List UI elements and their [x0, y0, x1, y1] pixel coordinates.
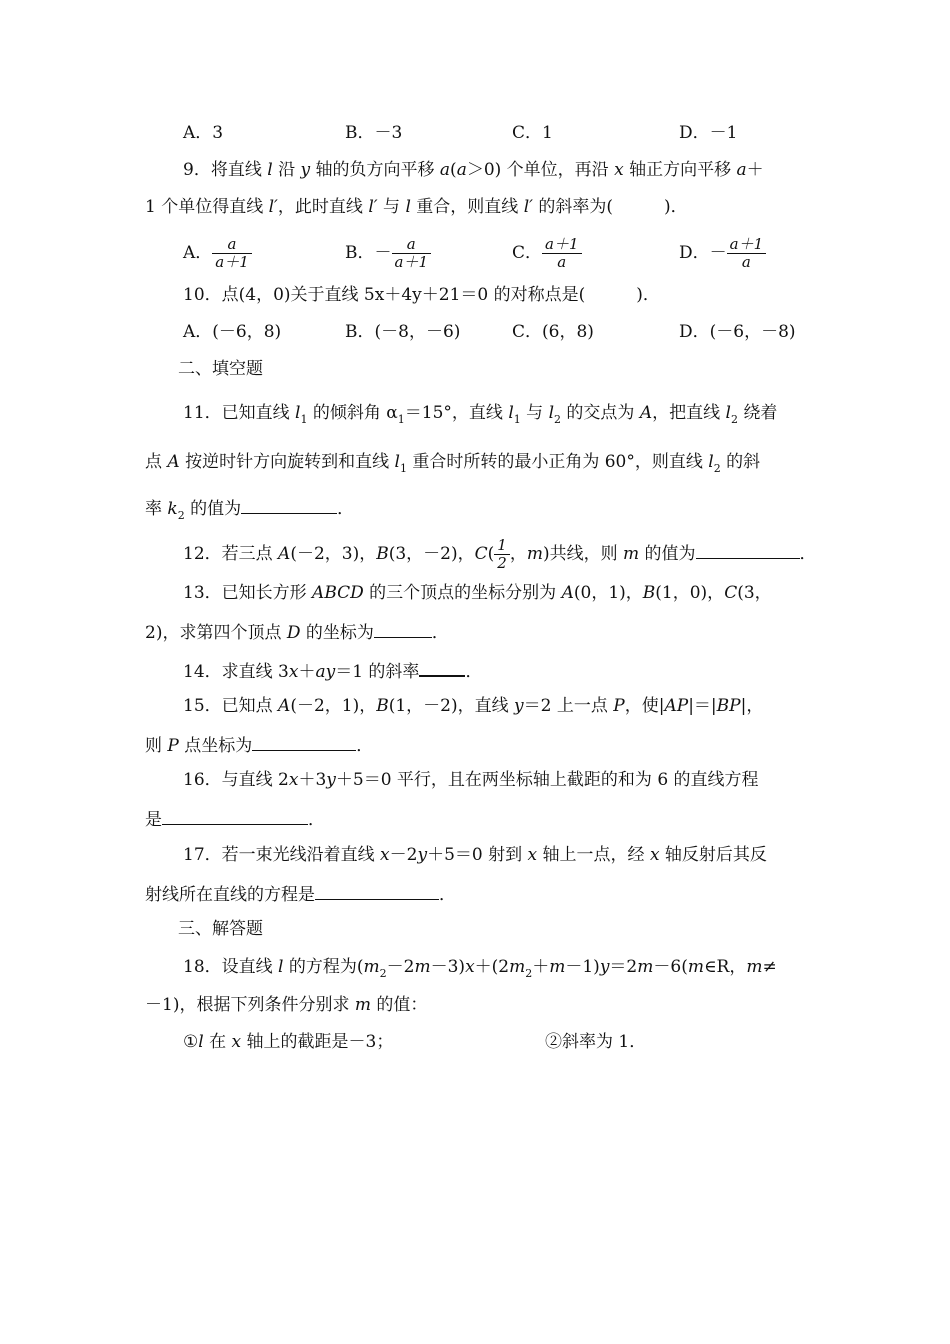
q12-fraction: $\frac{1}{2}$	[494, 537, 510, 572]
q11-line-3: 率 $k_2$ 的值为 ．	[145, 495, 354, 522]
q14-answer-blank[interactable]	[419, 657, 465, 677]
q9-option-a-fraction: $\frac{a}{a+1}$	[212, 236, 252, 271]
q10-option-c: C．(6，8)	[512, 322, 594, 342]
q11-line-1: 11．已知直线 $l_1$ 的倾斜角 $\alpha_1=15^\circ$，直线 $l_1$ 与 $l_2$ 的交点为 A，把直线 $l_2$ 绕着	[183, 403, 778, 426]
q13-line-1: 13．已知长方形 ABCD 的三个顶点的坐标分别为 A(0，1)，B(1，0)，C(3，	[183, 583, 772, 603]
q9-option-d: D．－ $\frac{a+1}{a}$	[679, 236, 766, 271]
q17-line-2: 射线所在直线的方程是 ．	[145, 881, 456, 906]
q16-line-2: 是 ．	[145, 806, 325, 831]
q10-option-b: B．(－8，－6)	[345, 322, 461, 342]
q18-condition-1: ①l 在 x 轴上的截距是－3；	[183, 1032, 394, 1052]
q9-line-1: 9．将直线 l 沿 y 轴的负方向平移 a(a＞0) 个单位，再沿 x 轴正方向平移 a＋	[183, 160, 764, 180]
q12-answer-blank[interactable]	[696, 540, 800, 559]
q9-option-c: C． $\frac{a+1}{a}$	[512, 236, 582, 271]
q16-answer-blank[interactable]	[162, 806, 308, 825]
q15-line-2: 则 P 点坐标为 ．	[145, 732, 373, 757]
q12-line: 12．若三点 A(－2，3)，B(3，－2)，C( $\frac{1}{2}$ ，m)共线，则 m 的值为 ．	[183, 536, 817, 572]
q10-option-d: D．(－6，－8)	[679, 322, 796, 342]
q15-line-1: 15．已知点 A(－2，1)，B(1，－2)，直线 y＝2 上一点 P，使|AP|＝|BP|，	[183, 696, 764, 716]
q8-option-d: D．－1	[679, 123, 738, 143]
q18-line-1: 18．设直线 l 的方程为$(m_2-2m-3)x+(2m_2+m-1)y=2m-6(m\in R$，m≠	[183, 957, 777, 980]
q18-line-2: －1)，根据下列条件分别求 m 的值：	[145, 995, 428, 1015]
q10-stem: 10．点(4，0)关于直线 5x＋4y＋21＝0 的对称点是( )．	[183, 285, 660, 305]
q11-line-2: 点 A 按逆时针方向旋转到和直线 $l_1$ 重合时所转的最小正角为 60°，则直线 $l_2$ 的斜	[145, 452, 761, 475]
q9-option-b: B．－ $\frac{a}{a+1}$	[345, 236, 431, 271]
q9-option-a: A． $\frac{a}{a+1}$	[183, 236, 252, 271]
q10-option-a: A．(－6，8)	[183, 322, 282, 342]
q13-answer-blank[interactable]	[374, 619, 432, 638]
q11-answer-blank[interactable]	[241, 495, 337, 514]
q16-line-1: 16．与直线 2x＋3y＋5＝0 平行，且在两坐标轴上截距的和为 6 的直线方程	[183, 770, 759, 790]
section-heading-solutions: 三、解答题	[178, 919, 263, 939]
q17-answer-blank[interactable]	[315, 881, 439, 900]
q8-option-c: C．1	[512, 123, 553, 143]
q14-line: 14．求直线 3x＋ay＝1 的斜率 ．	[183, 657, 482, 683]
q8-option-a: A．3	[183, 123, 224, 143]
q9-line-2: 1 个单位得直线 l′，此时直线 l′ 与 l 重合，则直线 l′ 的斜率为( )．	[145, 197, 688, 217]
section-heading-fill-in: 二、填空题	[178, 359, 263, 379]
q17-line-1: 17．若一束光线沿着直线 x－2y＋5＝0 射到 x 轴上一点，经 x 轴反射后其反	[183, 845, 767, 865]
q9-option-c-fraction: $\frac{a+1}{a}$	[542, 236, 582, 271]
q15-answer-blank[interactable]	[252, 732, 356, 751]
q18-condition-2: ②斜率为 1．	[545, 1032, 647, 1052]
q9-option-b-fraction: $\frac{a}{a+1}$	[392, 236, 432, 271]
q13-line-2: 2)，求第四个顶点 D 的坐标为 ．	[145, 619, 449, 644]
q8-option-b: B．－3	[345, 123, 403, 143]
q9-option-d-fraction: $\frac{a+1}{a}$	[727, 236, 767, 271]
